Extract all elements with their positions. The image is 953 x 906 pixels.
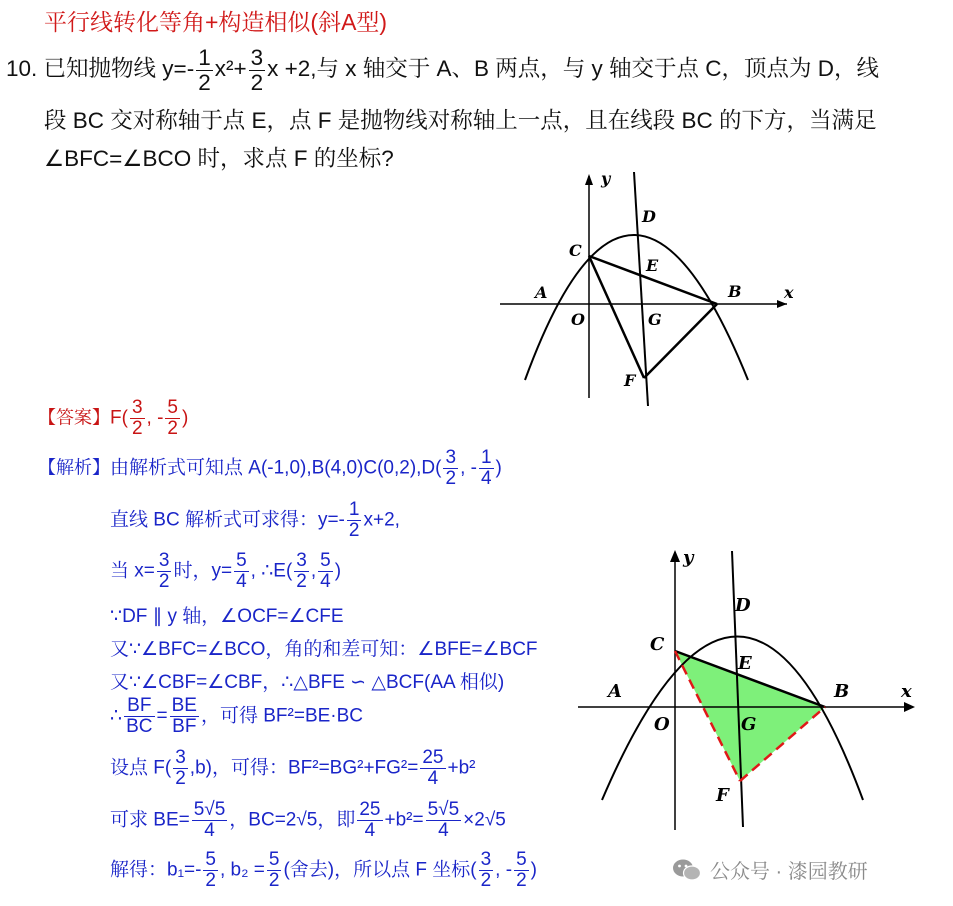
- label-x: x: [784, 283, 794, 302]
- fraction: $\frac{1}{4}$: [480, 447, 492, 489]
- watermark-text: 公众号 · 漆园教研: [710, 861, 868, 883]
- label-g: G: [741, 714, 757, 735]
- fraction: $\frac{5}{2}$: [167, 397, 178, 439]
- label-o: O: [654, 714, 670, 735]
- watermark: [672, 855, 868, 884]
- wechat-icon: [672, 857, 702, 883]
- label-e: E: [738, 653, 752, 674]
- analysis-line-7: ∴ $\frac{BF}{BC}$ = $\frac{BE}{BF}$ ，可得 BF²=BE·BC: [110, 695, 364, 737]
- label-o: O: [571, 310, 585, 329]
- label-a: A: [535, 283, 548, 302]
- fraction: $\frac{5}{4}$: [320, 550, 331, 592]
- label-y: y: [601, 170, 611, 188]
- analysis-line-4: ∵DF ∥ y 轴，∠OCF=∠CFE: [110, 606, 344, 627]
- fraction: $\frac{3}{2}$: [480, 849, 492, 891]
- fraction: $\frac{3}{2}$: [296, 550, 307, 592]
- analysis-line-8: 设点 F( $\frac{3}{2}$ ,b)，可得：BF²=BG²+FG²= $\frac{25}{4}$ +b²: [110, 747, 476, 789]
- fraction: $\frac{3}{2}$: [158, 550, 170, 592]
- label-c: C: [569, 241, 582, 260]
- y-axis-arrow: [670, 550, 680, 562]
- fraction: $\frac{5}{2}$: [516, 849, 527, 891]
- analysis-line-10: 解得：b₁=- $\frac{5}{2}$ , b₂ = $\frac{5}{2}$ (舍去)，所以点 F 坐标( $\frac{3}{2}$ , - $\frac{5}{2}$ ): [110, 849, 537, 891]
- fraction: $\frac{1}{2}$: [348, 499, 360, 541]
- fraction: $\frac{BF}{BC}$: [126, 695, 153, 737]
- analysis-line-9: 可求 BE= $\frac{5√5}{4}$ ，BC=2√5，即 $\frac{25}{4}$ +b²= $\frac{5√5}{4}$ ×2√5: [110, 799, 506, 841]
- label-b: B: [728, 282, 742, 301]
- label-f: F: [624, 371, 636, 390]
- label-g: G: [648, 310, 662, 329]
- question-line-2: 段 BC 交对称轴于点 E，点 F 是抛物线对称轴上一点，且在线段 BC 的下方，当满足: [44, 108, 877, 133]
- fraction: $\frac{25}{4}$: [359, 799, 381, 841]
- label-y: y: [683, 547, 694, 568]
- fraction: $\frac{1}{2}$: [198, 45, 211, 95]
- fraction: $\frac{3}{2}$: [175, 747, 186, 789]
- analysis-line-3: 当 x= $\frac{3}{2}$ 时，y= $\frac{5}{4}$ , ∴E( $\frac{3}{2}$ , $\frac{5}{4}$ ): [110, 550, 342, 592]
- label-x: x: [901, 681, 912, 702]
- fraction: $\frac{5}{4}$: [236, 550, 247, 592]
- x-axis-arrow: [904, 702, 915, 712]
- parabola-figure-1: [495, 170, 795, 410]
- label-a: A: [608, 681, 622, 702]
- fraction: $\frac{5}{2}$: [205, 849, 216, 891]
- fraction: $\frac{5√5}{4}$: [427, 799, 460, 841]
- answer-tag: 【答案】: [38, 407, 110, 428]
- analysis-tag: 【解析】: [38, 457, 110, 478]
- fraction: $\frac{3}{2}$: [250, 45, 264, 95]
- label-d: D: [735, 595, 751, 616]
- analysis-line-2: 直线 BC 解析式可求得：y=- $\frac{1}{2}$ x+2,: [110, 499, 400, 541]
- analysis-line-6: 又∵∠CBF=∠CBF，∴△BFE ∽ △BCF(AA 相似): [110, 672, 505, 693]
- parabola-figure-2: [575, 545, 920, 835]
- label-d: D: [642, 207, 656, 226]
- fraction: $\frac{5}{2}$: [268, 849, 280, 891]
- y-axis-arrow: [585, 174, 593, 185]
- answer-line: 【答案】F( $\frac{3}{2}$ , - $\frac{5}{2}$ ): [38, 397, 189, 439]
- analysis-line-5: 又∵∠BFC=∠BCO，角的和差可知：∠BFE=∠BCF: [110, 639, 538, 660]
- label-c: C: [650, 634, 665, 655]
- fraction: $\frac{25}{4}$: [422, 747, 444, 789]
- fraction: $\frac{BE}{BF}$: [171, 695, 197, 737]
- question-number: 10.: [6, 56, 38, 82]
- question-line-1: 10. 已知抛物线 y=- $\frac{1}{2}$ x²+ $\frac{3}{2}$ x +2,与 x 轴交于 A、B 两点，与 y 轴交于点 C，顶点为 D，线: [6, 45, 880, 95]
- label-f: F: [716, 785, 729, 806]
- fraction: $\frac{3}{2}$: [445, 447, 457, 489]
- label-e: E: [646, 256, 659, 275]
- fraction: $\frac{3}{2}$: [131, 397, 143, 439]
- section-heading: 平行线转化等角+构造相似(斜A型): [44, 9, 388, 35]
- question-line-3: ∠BFC=∠BCO 时，求点 F 的坐标?: [44, 146, 394, 171]
- analysis-line-1: 【解析】由解析式可知点 A(-1,0),B(4,0)C(0,2),D( $\frac{3}{2}$ , - $\frac{1}{4}$ ): [38, 447, 502, 489]
- label-b: B: [834, 681, 850, 702]
- fraction: $\frac{5√5}{4}$: [193, 799, 226, 841]
